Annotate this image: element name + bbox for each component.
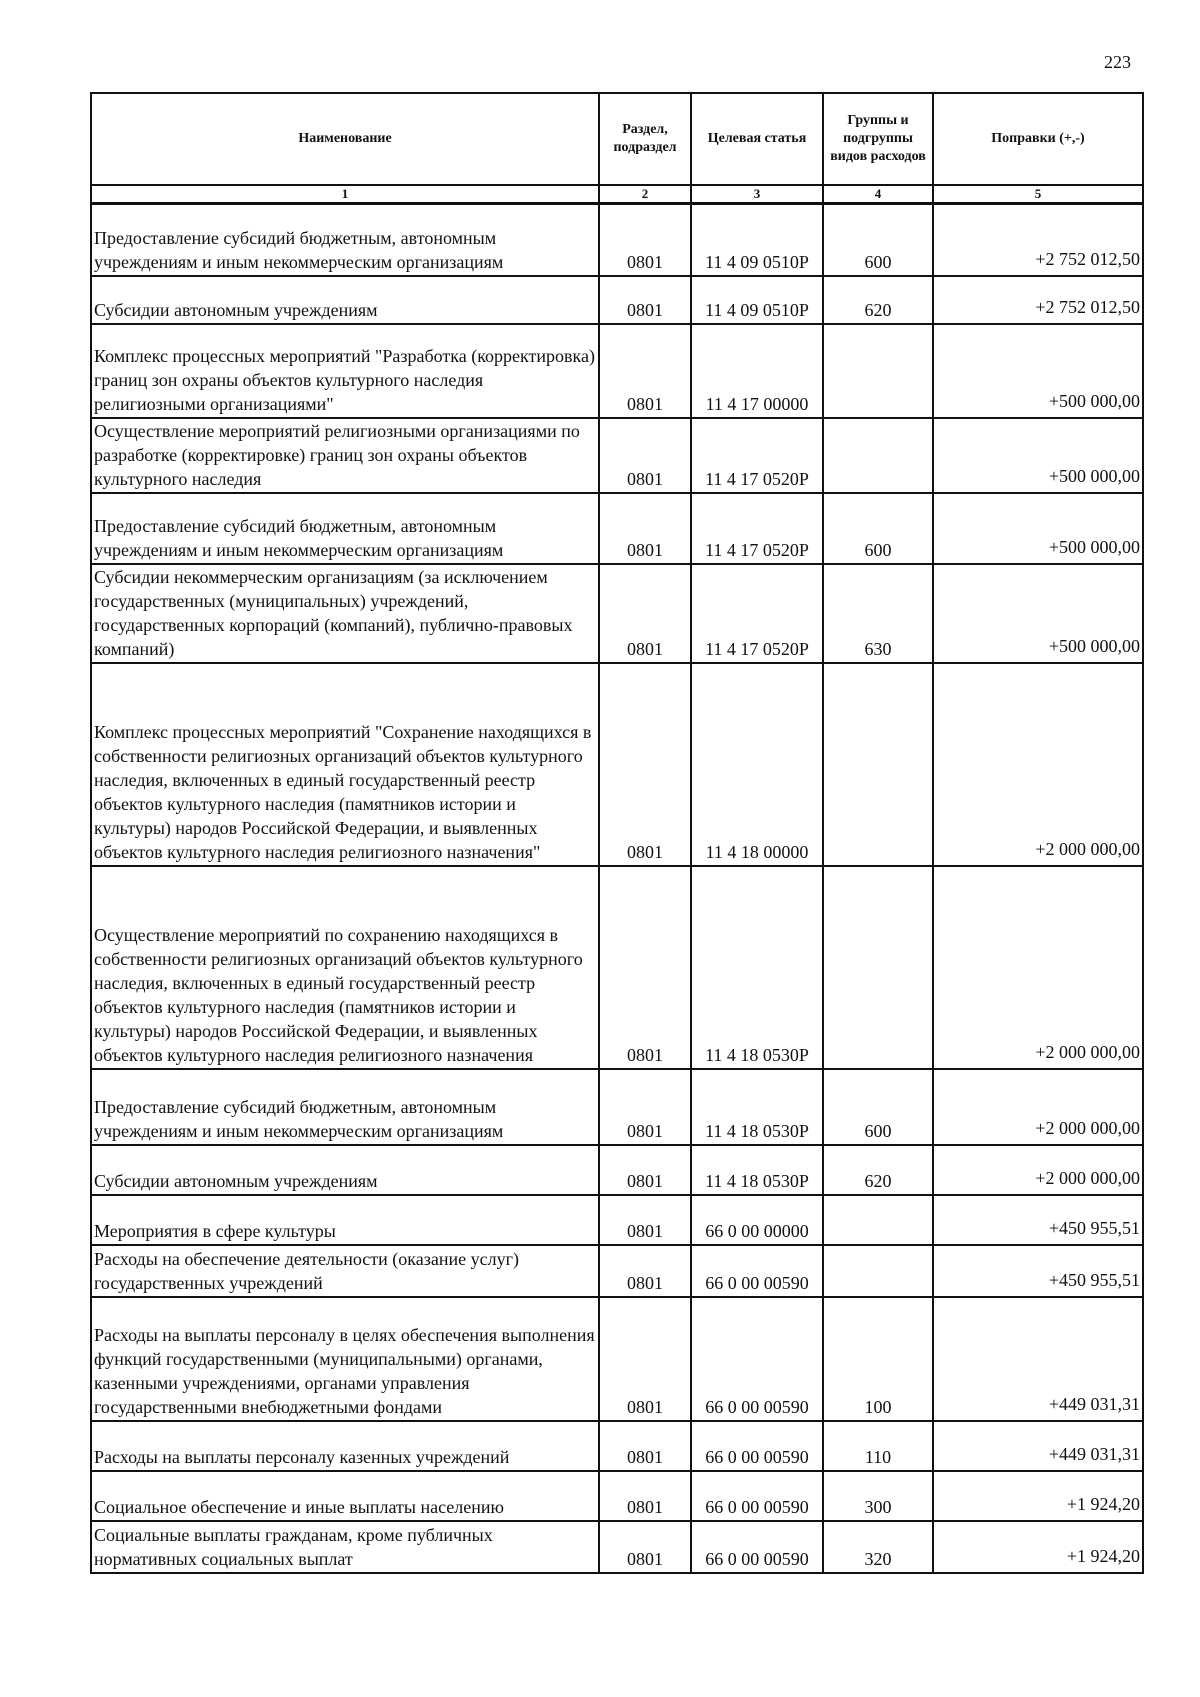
row-name: Субсидии некоммерческим организациям (за исключением государственных (муниципальных) учреждений, государственных корпораций (компаний), публично-правовых компаний): [91, 564, 599, 663]
table-header-row: [91, 93, 1143, 185]
row-amount: +450 955,51: [933, 1195, 1143, 1245]
table-row: [91, 1521, 1143, 1573]
row-name: Комплекс процессных мероприятий "Сохранение находящихся в собственности религиозных организаций объектов культурного наследия, включенных в единый государственный реестр объектов культурного наследия (памятников истории и культуры) народов Российской Федерации, и выявленных объектов культурного наследия религиозного назначения": [91, 663, 599, 866]
row-name: Предоставление субсидий бюджетным, автономным учреждениям и иным некоммерческим организациям: [91, 1069, 599, 1145]
row-name: Расходы на выплаты персоналу в целях обеспечения выполнения функций государственными (муниципальными) органами, казенными учреждениями, органами управления государственными внебюджетными фондами: [91, 1297, 599, 1421]
row-group: [823, 1195, 933, 1245]
row-section: 0801: [599, 418, 691, 493]
table-row: [91, 418, 1143, 493]
row-section: 0801: [599, 1521, 691, 1573]
table-row: [91, 1245, 1143, 1297]
row-name: Осуществление мероприятий по сохранению находящихся в собственности религиозных организаций объектов культурного наследия, включенных в единый государственный реестр объектов культурного наследия (памятников истории и культуры) народов Российской Федерации, и выявленных объектов культурного наследия религиозного назначения: [91, 866, 599, 1069]
row-section: 0801: [599, 1245, 691, 1297]
row-group: [823, 324, 933, 418]
row-amount: +2 752 012,50: [933, 204, 1143, 276]
table-row: [91, 204, 1143, 276]
row-group: [823, 418, 933, 493]
column-number: 5: [933, 185, 1143, 204]
row-target: 11 4 09 0510Р: [691, 204, 823, 276]
row-amount: +500 000,00: [933, 418, 1143, 493]
row-group: 300: [823, 1471, 933, 1521]
row-section: 0801: [599, 493, 691, 564]
row-target: 66 0 00 00590: [691, 1421, 823, 1471]
table-row: [91, 1421, 1143, 1471]
row-name: Субсидии автономным учреждениям: [91, 1145, 599, 1195]
table-row: [91, 1069, 1143, 1145]
row-target: 11 4 17 00000: [691, 324, 823, 418]
row-name: Мероприятия в сфере культуры: [91, 1195, 599, 1245]
header-target: Целевая статья: [691, 93, 823, 185]
row-amount: +1 924,20: [933, 1471, 1143, 1521]
row-amount: +2 000 000,00: [933, 1069, 1143, 1145]
row-amount: +2 752 012,50: [933, 276, 1143, 324]
row-group: 630: [823, 564, 933, 663]
row-amount: +2 000 000,00: [933, 1145, 1143, 1195]
row-section: 0801: [599, 866, 691, 1069]
header-groups: Группы и подгруппы видов расходов: [823, 93, 933, 185]
table-row: [91, 276, 1143, 324]
row-group: 600: [823, 493, 933, 564]
table-row: [91, 866, 1143, 1069]
table-row: [91, 663, 1143, 866]
row-group: [823, 866, 933, 1069]
header-name: Наименование: [91, 93, 599, 185]
row-amount: +500 000,00: [933, 324, 1143, 418]
column-number: 3: [691, 185, 823, 204]
table-row: [91, 324, 1143, 418]
table-row: [91, 1297, 1143, 1421]
row-amount: +449 031,31: [933, 1297, 1143, 1421]
row-target: 11 4 18 00000: [691, 663, 823, 866]
row-section: 0801: [599, 1069, 691, 1145]
row-target: 11 4 17 0520Р: [691, 493, 823, 564]
row-group: [823, 663, 933, 866]
row-target: 11 4 17 0520Р: [691, 418, 823, 493]
row-group: 100: [823, 1297, 933, 1421]
row-amount: +450 955,51: [933, 1245, 1143, 1297]
row-name: Предоставление субсидий бюджетным, автономным учреждениям и иным некоммерческим организациям: [91, 204, 599, 276]
row-group: [823, 1245, 933, 1297]
column-number: 2: [599, 185, 691, 204]
row-target: 66 0 00 00590: [691, 1297, 823, 1421]
row-target: 11 4 17 0520Р: [691, 564, 823, 663]
column-number-row: [91, 185, 1143, 204]
row-target: 66 0 00 00590: [691, 1471, 823, 1521]
row-amount: +1 924,20: [933, 1521, 1143, 1573]
row-name: Субсидии автономным учреждениям: [91, 276, 599, 324]
row-section: 0801: [599, 1297, 691, 1421]
row-target: 66 0 00 00590: [691, 1245, 823, 1297]
row-name: Социальное обеспечение и иные выплаты населению: [91, 1471, 599, 1521]
row-target: 11 4 18 0530Р: [691, 866, 823, 1069]
row-target: 66 0 00 00000: [691, 1195, 823, 1245]
row-target: 66 0 00 00590: [691, 1521, 823, 1573]
row-section: 0801: [599, 276, 691, 324]
budget-amendments-table: [90, 92, 1144, 1574]
row-section: 0801: [599, 1195, 691, 1245]
page-number: 223: [1104, 52, 1131, 72]
row-group: 320: [823, 1521, 933, 1573]
row-target: 11 4 18 0530Р: [691, 1145, 823, 1195]
row-group: 600: [823, 1069, 933, 1145]
table-row: [91, 1471, 1143, 1521]
table-row: [91, 564, 1143, 663]
row-section: 0801: [599, 564, 691, 663]
row-amount: +2 000 000,00: [933, 663, 1143, 866]
row-amount: +449 031,31: [933, 1421, 1143, 1471]
row-section: 0801: [599, 1471, 691, 1521]
row-target: 11 4 09 0510Р: [691, 276, 823, 324]
row-section: 0801: [599, 663, 691, 866]
row-name: Расходы на выплаты персоналу казенных учреждений: [91, 1421, 599, 1471]
row-section: 0801: [599, 204, 691, 276]
row-amount: +500 000,00: [933, 564, 1143, 663]
row-group: 620: [823, 1145, 933, 1195]
table-row: [91, 493, 1143, 564]
column-number: 4: [823, 185, 933, 204]
row-group: 600: [823, 204, 933, 276]
row-section: 0801: [599, 1145, 691, 1195]
row-name: Расходы на обеспечение деятельности (оказание услуг) государственных учреждений: [91, 1245, 599, 1297]
row-group: 620: [823, 276, 933, 324]
table-row: [91, 1195, 1143, 1245]
row-group: 110: [823, 1421, 933, 1471]
row-name: Социальные выплаты гражданам, кроме публичных нормативных социальных выплат: [91, 1521, 599, 1573]
row-amount: +500 000,00: [933, 493, 1143, 564]
header-amendments: Поправки (+,-): [933, 93, 1143, 185]
row-section: 0801: [599, 1421, 691, 1471]
column-number: 1: [91, 185, 599, 204]
row-amount: +2 000 000,00: [933, 866, 1143, 1069]
row-name: Комплекс процессных мероприятий "Разработка (корректировка) границ зон охраны объектов культурного наследия религиозными организациями": [91, 324, 599, 418]
table-row: [91, 1145, 1143, 1195]
row-name: Осуществление мероприятий религиозными организациями по разработке (корректировке) границ зон охраны объектов культурного наследия: [91, 418, 599, 493]
row-target: 11 4 18 0530Р: [691, 1069, 823, 1145]
row-name: Предоставление субсидий бюджетным, автономным учреждениям и иным некоммерческим организациям: [91, 493, 599, 564]
header-section: Раздел, подраздел: [599, 93, 691, 185]
row-section: 0801: [599, 324, 691, 418]
